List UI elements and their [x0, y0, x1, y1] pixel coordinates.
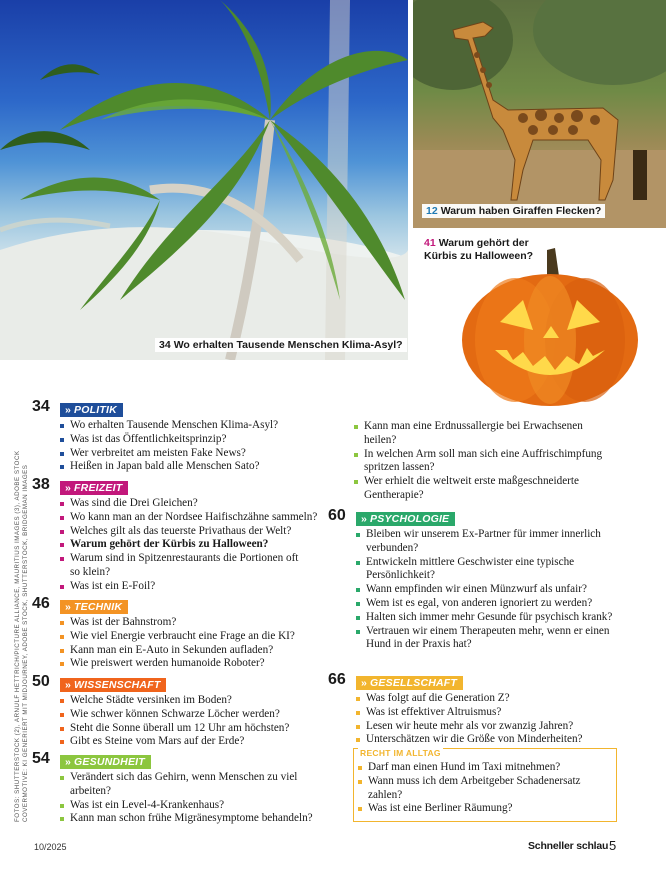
- section-gesellschaft: [328, 671, 631, 747]
- section-page-number: 66: [328, 671, 346, 688]
- section-label[interactable]: » FREIZEIT: [60, 481, 128, 495]
- list-item[interactable]: In welchen Arm soll man sich eine Auffrischimpfung spritzen lassen?: [354, 448, 614, 476]
- giraffe-illustration: [413, 0, 666, 228]
- list-item[interactable]: Kann man ein E-Auto in Sekunden aufladen?: [60, 644, 340, 658]
- section-label[interactable]: » WISSENSCHAFT: [60, 678, 166, 692]
- list-item[interactable]: Was ist das Öffentlichkeitsprinzip?: [60, 433, 340, 447]
- list-item[interactable]: Vertrauen wir einem Therapeuten mehr, wenn er einen Hund in der Praxis hat?: [356, 625, 628, 653]
- caption-text: Warum haben Giraffen Flecken?: [440, 205, 602, 217]
- page-number: 5: [609, 838, 617, 853]
- list-item[interactable]: Wem ist es egal, von anderen ignoriert zu werden?: [356, 597, 631, 611]
- section-page-number: 46: [32, 595, 50, 612]
- list-item[interactable]: Wo kann man an der Nordsee Haifischzähne sammeln?: [60, 511, 340, 525]
- chevron-icon: »: [65, 679, 72, 691]
- list-item[interactable]: Unterschätzen wir die Größe von Minderheiten?: [356, 733, 631, 747]
- list-item[interactable]: Steht die Sonne überall um 12 Uhr am höchsten?: [60, 722, 340, 736]
- chevron-icon: »: [361, 677, 368, 689]
- caption-text: Warum gehört der Kürbis zu Halloween?: [424, 237, 534, 262]
- section-politik: [32, 398, 340, 474]
- list-item[interactable]: Warum sind in Spitzenrestaurants die Portionen oft so klein?: [60, 552, 310, 580]
- list-item[interactable]: Bleiben wir unserem Ex-Partner für immer innerlich verbunden?: [356, 528, 628, 556]
- list-item[interactable]: Wann muss ich dem Arbeitgeber Schadenersatz zahlen?: [358, 775, 598, 803]
- section-label[interactable]: » PSYCHOLOGIE: [356, 512, 455, 526]
- caption-page-number: 12: [426, 205, 438, 217]
- brand-name: Schneller schlau: [528, 840, 609, 852]
- list-item[interactable]: Was folgt auf die Generation Z?: [356, 692, 631, 706]
- section-psychologie: [328, 507, 631, 652]
- caption-text: Wo erhalten Tausende Menschen Klima-Asyl?: [173, 339, 403, 351]
- section-label[interactable]: » GESELLSCHAFT: [356, 676, 463, 690]
- list-item[interactable]: Heißen in Japan bald alle Menschen Sato?: [60, 460, 340, 474]
- section-label[interactable]: » GESUNDHEIT: [60, 755, 151, 769]
- section-page-number: 54: [32, 750, 50, 767]
- list-item[interactable]: Kann man eine Erdnussallergie bei Erwachsenen heilen?: [354, 420, 614, 448]
- caption-page-number: 41: [424, 237, 436, 249]
- credits-line: FOTOS: SHUTTERSTOCK (2), ARNULF HETTRICH/PICTURE ALLIANCE, MAURITIUS IMAGES (3), ADOBE STOCK: [14, 450, 21, 822]
- section-gesundheit: [32, 750, 340, 826]
- list-item[interactable]: Was ist ein E-Foil?: [60, 580, 340, 594]
- section-technik: [32, 595, 340, 671]
- section-label[interactable]: » POLITIK: [60, 403, 123, 417]
- photo-credits: [14, 450, 30, 822]
- list-item[interactable]: Entwickeln mittlere Geschwister eine typische Persönlichkeit?: [356, 556, 628, 584]
- caption-page-number: 34: [159, 339, 171, 351]
- pumpkin-jack-o-lantern: [455, 240, 645, 410]
- list-item-highlighted[interactable]: Warum gehört der Kürbis zu Halloween?: [60, 538, 340, 552]
- list-item[interactable]: Wann empfinden wir einen Münzwurf als unfair?: [356, 583, 631, 597]
- beach-illustration: [0, 0, 408, 360]
- credits-line: COVERMOTIVE: KI GENERIERT MIT MIDJOURNEY, ADOBE STOCK, SHUTTERSTOCK, BRIDGEMAN IMAGES: [22, 464, 29, 822]
- list-item[interactable]: Darf man einen Hund im Taxi mitnehmen?: [358, 761, 608, 775]
- list-item[interactable]: Halten sich immer mehr Gesunde für psychisch krank?: [356, 611, 628, 625]
- list-item[interactable]: Wie preiswert werden humanoide Roboter?: [60, 657, 340, 671]
- list-item[interactable]: Wie schwer können Schwarze Löcher werden?: [60, 708, 340, 722]
- section-page-number: 60: [328, 507, 346, 524]
- chevron-icon: »: [65, 601, 72, 613]
- section-gesundheit-continued: [354, 420, 624, 503]
- caption-giraffe[interactable]: [422, 204, 605, 218]
- photo-giraffe: [413, 0, 666, 228]
- list-item[interactable]: Was ist eine Berliner Räumung?: [358, 802, 608, 816]
- section-freizeit: [32, 476, 340, 594]
- section-wissenschaft: [32, 673, 340, 749]
- list-item[interactable]: Wer verbreitet am meisten Fake News?: [60, 447, 340, 461]
- list-item[interactable]: Welche Städte versinken im Boden?: [60, 694, 340, 708]
- list-item[interactable]: Kann man schon frühe Migränesymptome behandeln?: [60, 812, 340, 826]
- list-item[interactable]: Wer erhielt die weltweit erste maßgeschneiderte Gentherapie?: [354, 475, 614, 503]
- caption-beach[interactable]: [155, 338, 407, 352]
- list-item[interactable]: Gibt es Steine vom Mars auf der Erde?: [60, 735, 340, 749]
- list-item[interactable]: Was ist der Bahnstrom?: [60, 616, 340, 630]
- list-item[interactable]: Was ist effektiver Altruismus?: [356, 706, 631, 720]
- section-page-number: 34: [32, 398, 50, 415]
- section-page-number: 50: [32, 673, 50, 690]
- section-label[interactable]: » TECHNIK: [60, 600, 128, 614]
- list-item[interactable]: Was ist ein Level-4-Krankenhaus?: [60, 799, 340, 813]
- list-item[interactable]: Wo erhalten Tausende Menschen Klima-Asyl?: [60, 419, 340, 433]
- list-item[interactable]: Was sind die Drei Gleichen?: [60, 497, 340, 511]
- list-item[interactable]: Verändert sich das Gehirn, wenn Menschen zu viel arbeiten?: [60, 771, 300, 799]
- photo-beach-palms: [0, 0, 408, 360]
- chevron-icon: »: [65, 756, 72, 768]
- recht-im-alltag-title: RECHT IM ALLTAG: [360, 748, 441, 758]
- list-item[interactable]: Welches gilt als das teuerste Privathaus der Welt?: [60, 525, 340, 539]
- chevron-icon: »: [65, 404, 72, 416]
- section-page-number: 38: [32, 476, 50, 493]
- recht-im-alltag-box: [353, 748, 617, 822]
- chevron-icon: »: [361, 513, 368, 525]
- list-item[interactable]: Lesen wir heute mehr als vor zwanzig Jahren?: [356, 720, 631, 734]
- chevron-icon: »: [65, 482, 72, 494]
- issue-number: 10/2025: [34, 842, 67, 852]
- list-item[interactable]: Wie viel Energie verbraucht eine Frage an die KI?: [60, 630, 340, 644]
